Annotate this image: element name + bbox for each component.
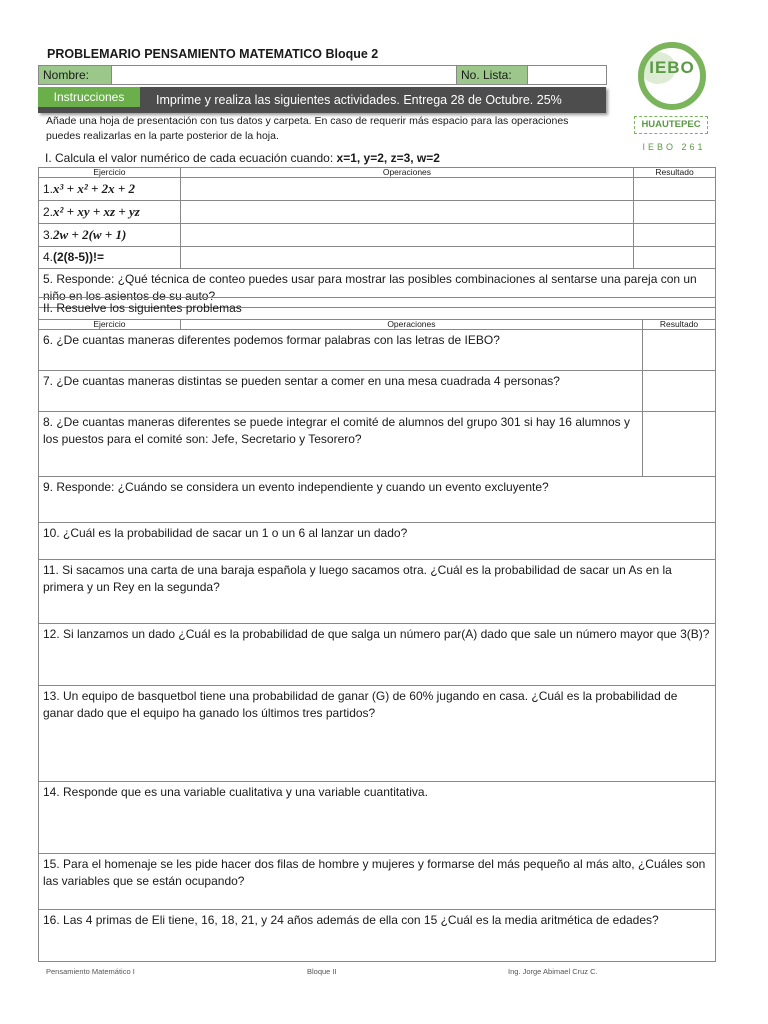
nombre-label: Nombre: [39, 66, 111, 84]
iebo-logo [630, 40, 714, 160]
table-row [39, 178, 716, 201]
exercise-expr: x³ + x² + 2x + 2 [53, 181, 136, 196]
footer-right: Ing. Jorge Abimael Cruz C. [508, 967, 598, 976]
exercise-num: 1. [43, 182, 54, 196]
exercise-num: 2. [43, 205, 54, 219]
table-row [39, 560, 716, 624]
question-14: 14. Responde que es una variable cualitativa y una variable cuantitativa. [39, 782, 716, 854]
section1-intro-text: I. Calcula el valor numérico de cada ecuación cuando: [45, 151, 337, 165]
table-row [39, 224, 716, 247]
table-row [39, 247, 716, 269]
result-cell[interactable] [643, 330, 716, 371]
lista-label: No. Lista: [457, 66, 527, 84]
exercise-expr: 2w + 2(w + 1) [53, 227, 127, 242]
result-cell[interactable] [634, 178, 716, 201]
operations-cell[interactable] [180, 178, 633, 201]
table-row [39, 686, 716, 782]
question-13: 13. Un equipo de basquetbol tiene una probabilidad de ganar (G) de 60% jugando en casa. ¿Cuál es la probabilidad de ganar dado que el equipo ha ganado los últimos tres partidos? [39, 686, 716, 782]
col-ejercicio: Ejercicio [39, 168, 181, 178]
exercise-expr: x² + xy + xz + yz [53, 204, 140, 219]
table-row [39, 782, 716, 854]
instructions-note [46, 114, 616, 144]
result-cell[interactable] [634, 224, 716, 247]
col-operaciones: Operaciones [180, 168, 633, 178]
name-row [38, 65, 607, 85]
question-15: 15. Para el homenaje se les pide hacer dos filas de hombre y mujeres y formarse del más pequeño al más alto, ¿Cuáles son las variables que se están ocupando? [39, 854, 716, 910]
page-title: PROBLEMARIO PENSAMIENTO MATEMATICO Bloque 2 [47, 47, 379, 61]
table-row [39, 910, 716, 962]
question-16: 16. Las 4 primas de Eli tiene, 16, 18, 21, y 24 años además de ella con 15 ¿Cuál es la media aritmética de edades? [39, 910, 716, 962]
col-resultado: Resultado [634, 168, 716, 178]
exercise-num: 4. [43, 250, 54, 264]
question-9: 9. Responde: ¿Cuándo se considera un evento independiente y cuando un evento excluyente? [39, 477, 716, 523]
question-12: 12. Si lanzamos un dado ¿Cuál es la probabilidad de que salga un número par(A) dado que sale un número mayor que 3(B)? [39, 624, 716, 686]
section1-values: x=1, y=2, z=3, w=2 [336, 151, 440, 165]
section1-table [38, 167, 716, 308]
col-operaciones: Operaciones [180, 320, 642, 330]
logo-campus: HUAUTEPEC [634, 116, 708, 134]
operations-cell[interactable] [180, 201, 633, 224]
footer-center: Bloque II [307, 967, 337, 976]
instructions-tag: Instrucciones [38, 87, 140, 107]
result-cell[interactable] [643, 412, 716, 477]
lista-field[interactable] [527, 66, 606, 84]
table-row [39, 523, 716, 560]
table-row [39, 477, 716, 523]
logo-name: IEBO [649, 58, 695, 77]
exercise-num: 3. [43, 228, 54, 242]
note-line-2: puedes realizarlas en la parte posterior de la hoja. [46, 130, 279, 142]
question-6: 6. ¿De cuantas maneras diferentes podemos formar palabras con las letras de IEBO? [39, 330, 643, 371]
result-cell[interactable] [634, 247, 716, 269]
table-row [39, 330, 716, 371]
nombre-field[interactable] [111, 66, 457, 84]
question-8: 8. ¿De cuantas maneras diferentes se puede integrar el comité de alumnos del grupo 301 si hay 16 alumnos y los puestos para el comité son: Jefe, Secretario y Tesorero? [39, 412, 643, 477]
section2-title: II. Resuelve los siguientes problemas [39, 298, 716, 320]
section2-table [38, 297, 716, 962]
result-cell[interactable] [634, 201, 716, 224]
note-line-1: Añade una hoja de presentación con tus datos y carpeta. En caso de requerir más espacio para las operaciones [46, 115, 569, 127]
col-resultado: Resultado [643, 320, 716, 330]
col-ejercicio: Ejercicio [39, 320, 181, 330]
question-11: 11. Si sacamos una carta de una baraja española y luego sacamos otra. ¿Cuál es la probabilidad de sacar un As en la primera y un Rey en la segunda? [39, 560, 716, 624]
footer-left: Pensamiento Matemático I [46, 967, 135, 976]
exercise-expr: (2(8-5))!= [53, 250, 105, 264]
question-10: 10. ¿Cuál es la probabilidad de sacar un 1 o un 6 al lanzar un dado? [39, 523, 716, 560]
logo-number: IEBO 261 [642, 142, 706, 152]
table-row [39, 624, 716, 686]
question-7: 7. ¿De cuantas maneras distintas se pueden sentar a comer en una mesa cuadrada 4 personas? [39, 371, 643, 412]
result-cell[interactable] [643, 371, 716, 412]
operations-cell[interactable] [180, 247, 633, 269]
instructions-text: Imprime y realiza las siguientes actividades. Entrega 28 de Octubre. 25% [156, 93, 562, 107]
section1-intro [45, 151, 440, 165]
table-row [39, 854, 716, 910]
table-row [39, 412, 716, 477]
question-5: 5. Responde: ¿Qué técnica de conteo puedes usar para mostrar las posibles combinaciones al sentarse una pareja con un niño en los asientos de su auto? [39, 269, 716, 308]
instructions-bar [38, 87, 606, 113]
table-row [39, 371, 716, 412]
table-row [39, 201, 716, 224]
operations-cell[interactable] [180, 224, 633, 247]
